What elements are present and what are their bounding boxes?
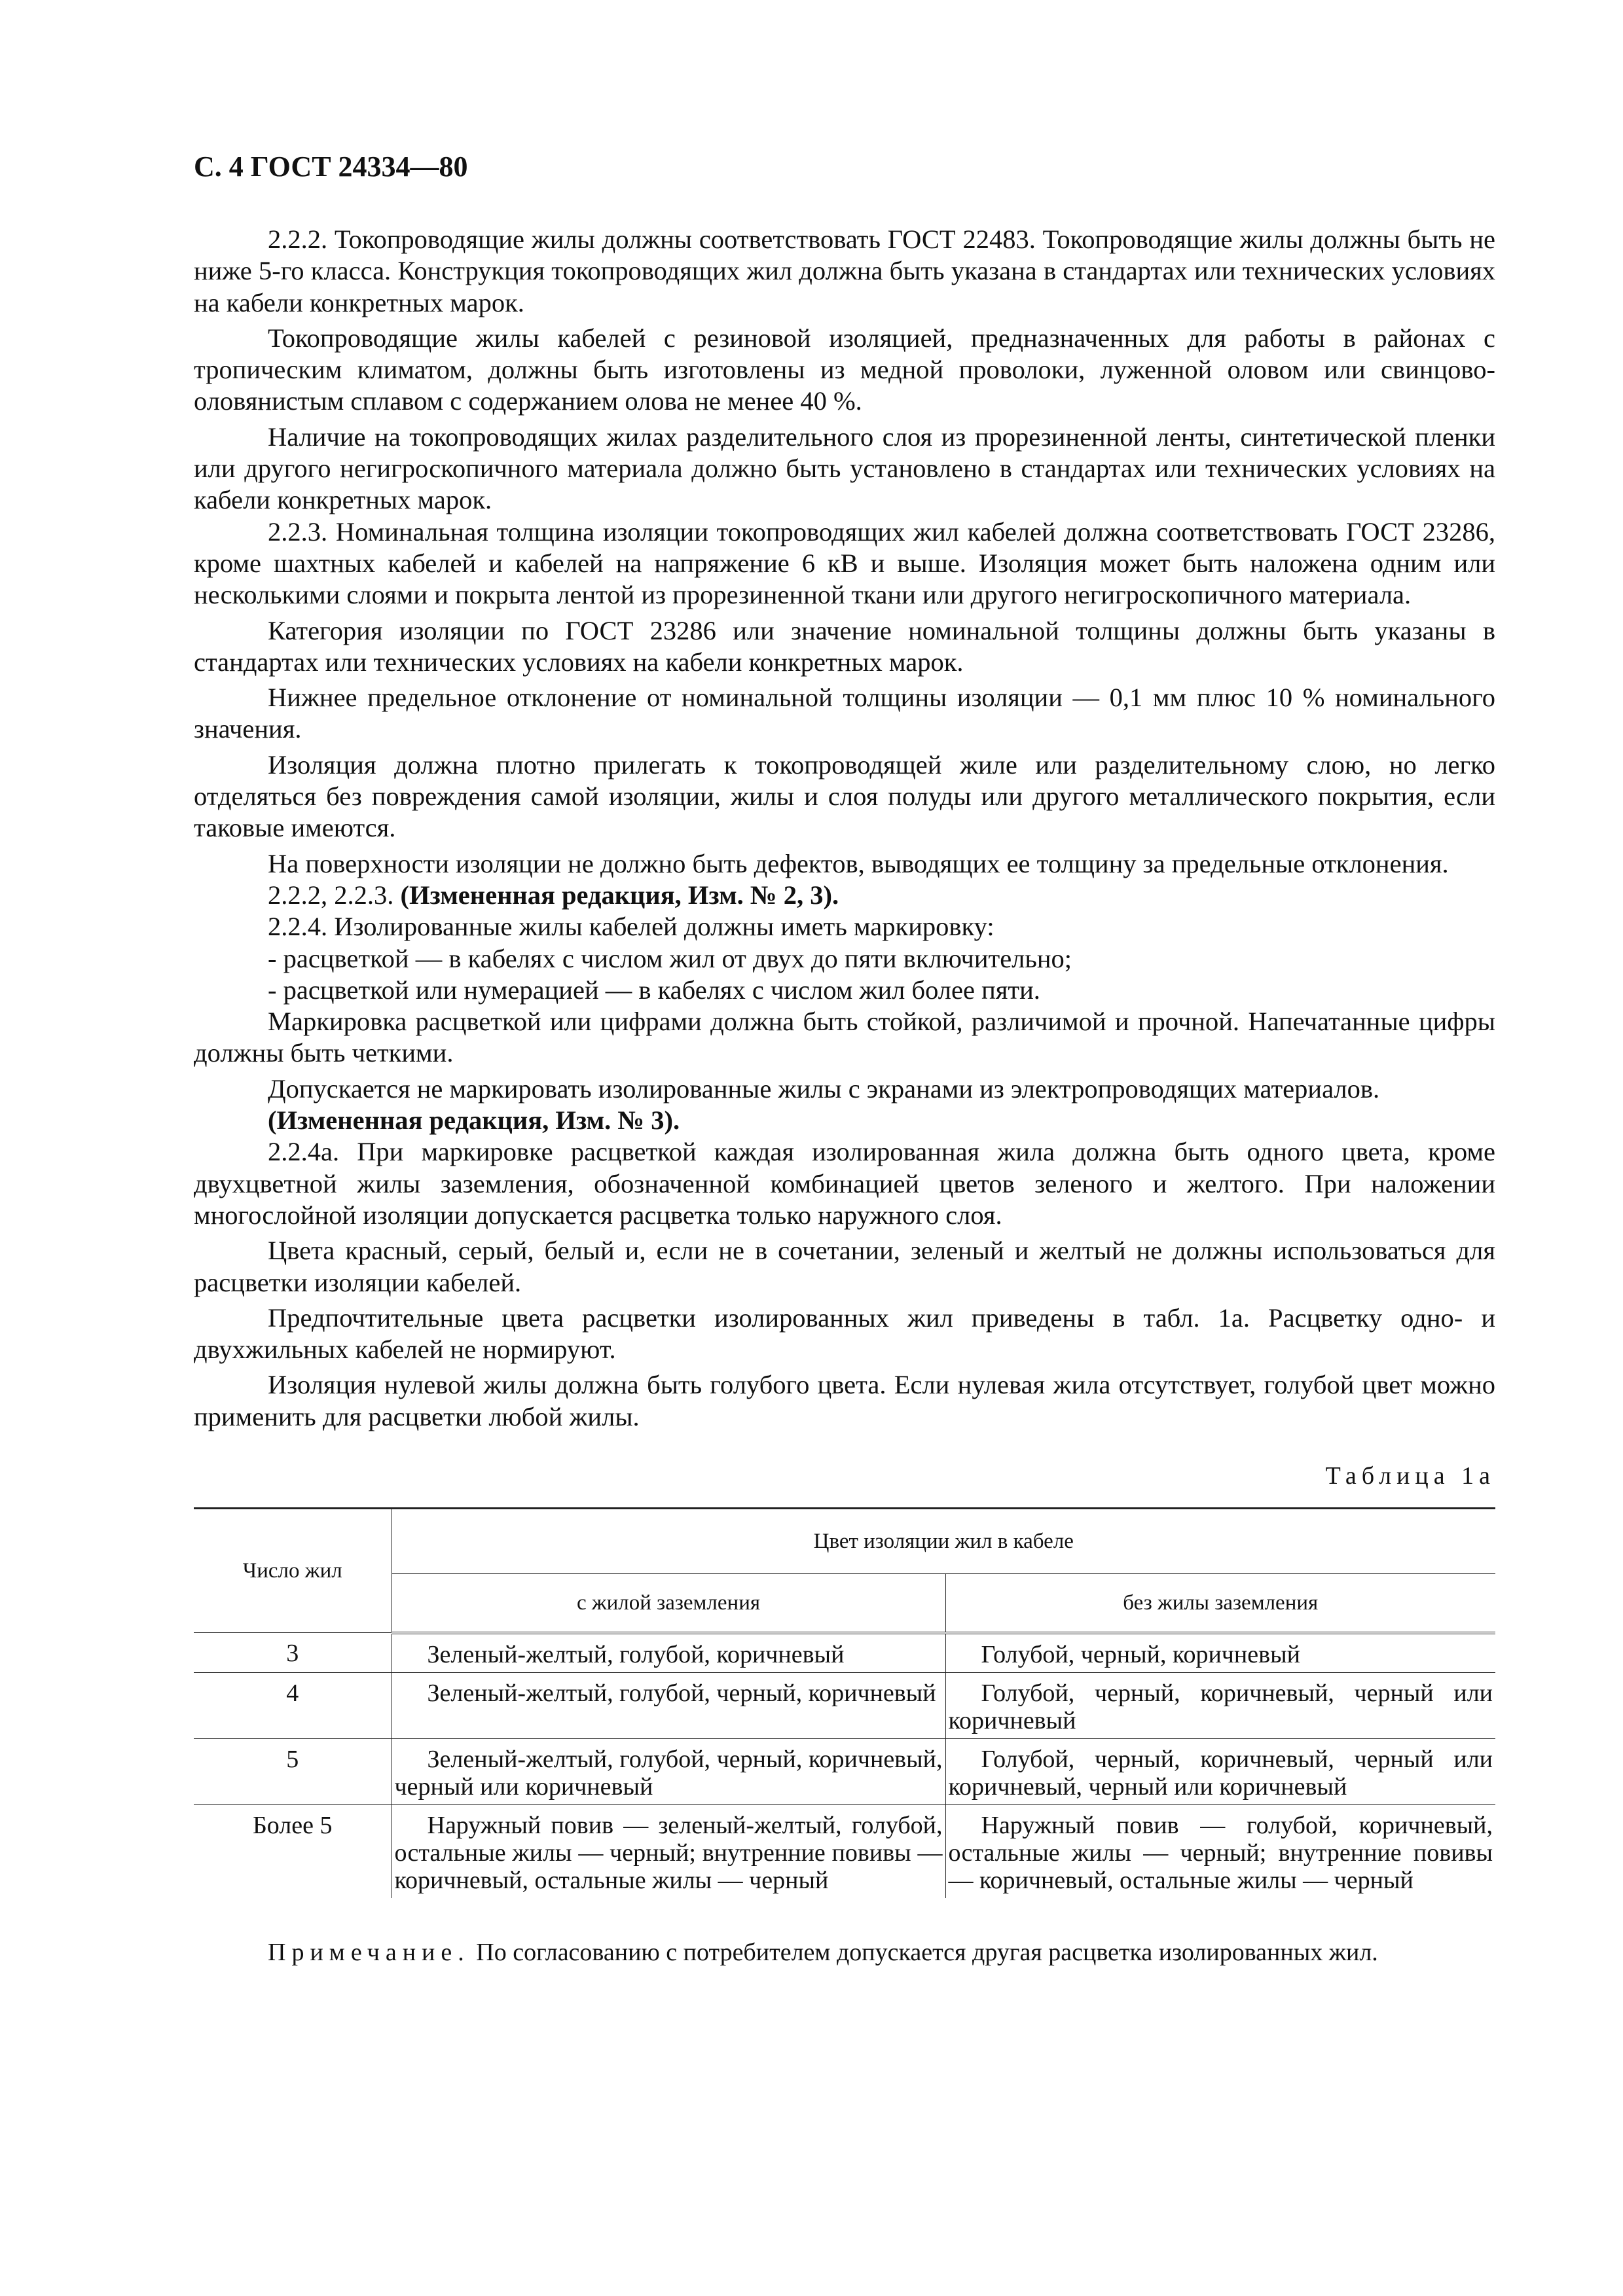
paragraph: Нижнее предельное отклонение от номинальной толщины изоляции — 0,1 мм плюс 10 % номинального значения.: [194, 683, 1495, 744]
paragraph: 2.2.4а. При маркировке расцветкой каждая изолированная жила должна быть одного цвета, кроме двухцветной жилы заземления, обозначенной комбинацией цветов зеленого и желтого. При наложении многослойной изоляции допускается расцветка только наружного слоя.: [194, 1137, 1495, 1230]
paragraph: Цвета красный, серый, белый и, если не в сочетании, зеленый и желтый не должны использоваться для расцветки изоляции кабелей.: [194, 1236, 1495, 1297]
cell-without-ground: Наружный повив — голубой, коричневый, остальные жилы — черный; внутренние повивы — коричневый, остальные жилы — черный: [945, 1804, 1495, 1898]
body-text: [194, 224, 1495, 1433]
paragraph: 2.2.4. Изолированные жилы кабелей должны иметь маркировку:: [268, 912, 994, 942]
paragraph: Изоляция нулевой жилы должна быть голубого цвета. Если нулевая жила отсутствует, голубой цвет можно применить для расцветки любой жилы.: [194, 1370, 1495, 1431]
paragraph: Токопроводящие жилы кабелей с резиновой изоляцией, предназначенных для работы в районах с тропическим климатом, должны быть изготовлены из медной проволоки, луженной оловом или свинцово-оловянистым сплавом с содержанием олова не менее 40 %.: [194, 323, 1495, 416]
amendment-note: (Измененная редакция, Изм. № 3).: [268, 1105, 680, 1136]
table-note: [194, 1937, 1495, 1967]
table-row: [194, 1633, 1495, 1673]
amendment-bold: (Измененная редакция, Изм. № 2, 3).: [400, 880, 839, 910]
paragraph: Предпочтительные цвета расцветки изолированных жил приведены в табл. 1а. Расцветку одно- и двухжильных кабелей не нормируют.: [194, 1302, 1495, 1365]
amendment-note: [194, 880, 1495, 911]
cell-without-ground: Голубой, черный, коричневый: [945, 1633, 1495, 1673]
column-header-with-ground: с жилой заземления: [392, 1573, 945, 1633]
column-header-group: Цвет изоляции жил в кабеле: [392, 1508, 1495, 1573]
cell-count: Более 5: [252, 1811, 333, 1839]
cell-count: 3: [286, 1640, 299, 1668]
document-page: [194, 151, 1495, 1967]
amendment-prefix: 2.2.2, 2.2.3.: [268, 880, 401, 910]
cell-with-ground: Зеленый-желтый, голубой, коричневый: [392, 1633, 945, 1673]
color-table: [194, 1507, 1495, 1898]
paragraph: Маркировка расцветкой или цифрами должна быть стойкой, различимой и прочной. Напечатанные цифры должны быть четкими.: [194, 1007, 1495, 1068]
cell-count: 4: [286, 1679, 299, 1707]
column-header-without-ground: без жилы заземления: [945, 1573, 1495, 1633]
paragraph: Категория изоляции по ГОСТ 23286 или значение номинальной толщины должны быть указаны в стандартах или технических условиях на кабели конкретных марок.: [194, 615, 1495, 677]
paragraph: 2.2.2. Токопроводящие жилы должны соответствовать ГОСТ 22483. Токопроводящие жилы должны быть не ниже 5-го класса. Конструкция токопроводящих жил должна быть указана в стандартах или технических условиях на кабели конкретных марок.: [194, 224, 1495, 317]
cell-without-ground: Голубой, черный, коричневый, черный или коричневый: [945, 1672, 1495, 1738]
table-row: [194, 1804, 1495, 1898]
page-header: С. 4 ГОСТ 24334—80: [194, 151, 468, 183]
cell-with-ground: Наружный повив — зеленый-желтый, голубой, остальные жилы — черный; внутренние повивы — коричневый, остальные жилы — черный: [392, 1804, 945, 1898]
cell-count: 5: [286, 1745, 299, 1773]
paragraph: На поверхности изоляции не должно быть дефектов, выводящих ее толщину за предельные отклонения.: [268, 848, 1449, 878]
paragraph: Наличие на токопроводящих жилах разделительного слоя из прорезиненной ленты, синтетической пленки или другого негигроскопичного материала должно быть установлено в стандартах или технических условиях на кабели конкретных марок.: [194, 422, 1495, 515]
table-row: [194, 1738, 1495, 1804]
paragraph: Изоляция должна плотно прилегать к токопроводящей жиле или разделительному слою, но легко отделяться без повреждения самой изоляции, жилы и слоя полуды или другого металлического покрытия, если таковые имеются.: [194, 749, 1495, 843]
paragraph: 2.2.3. Номинальная толщина изоляции токопроводящих жил кабелей должна соответствовать ГОСТ 23286, кроме шахтных кабелей и кабелей на напряжение 6 кВ и выше. Изоляция может быть наложена одним или несколькими слоями и покрыта лентой из прорезиненной ткани или другого негигроскопичного материала.: [194, 516, 1495, 610]
list-item: - расцветкой — в кабелях с числом жил от двух до пяти включительно;: [268, 943, 1072, 973]
cell-with-ground: Зеленый-желтый, голубой, черный, коричневый: [392, 1672, 945, 1738]
cell-with-ground: Зеленый-желтый, голубой, черный, коричневый, черный или коричневый: [392, 1738, 945, 1804]
column-header-count: Число жил: [194, 1508, 392, 1633]
table-row: [194, 1672, 1495, 1738]
note-label: Примечание.: [268, 1938, 470, 1966]
table-caption: Таблица 1а: [1325, 1462, 1495, 1490]
list-item: - расцветкой или нумерацией — в кабелях с числом жил более пяти.: [268, 975, 1040, 1005]
paragraph: Допускается не маркировать изолированные жилы с экранами из электропроводящих материалов.: [268, 1073, 1380, 1103]
cell-without-ground: Голубой, черный, коричневый, черный или коричневый, черный или коричневый: [945, 1738, 1495, 1804]
note-text: По согласованию с потребителем допускается другая расцветка изолированных жил.: [469, 1938, 1378, 1966]
